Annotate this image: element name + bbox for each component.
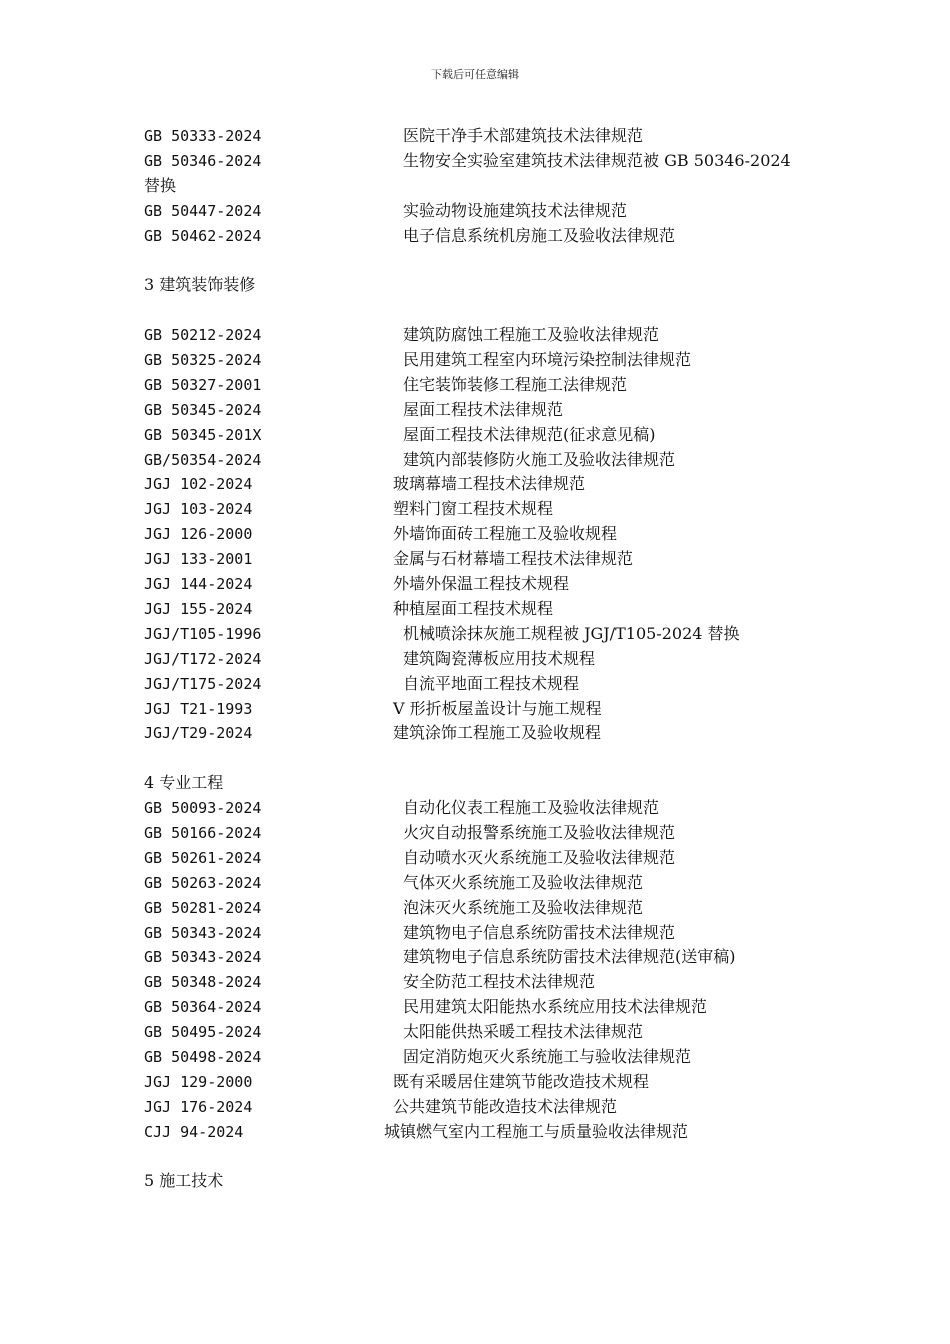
- standard-title: 种植屋面工程技术规程: [393, 598, 554, 618]
- standard-entry: [144, 423, 824, 448]
- standard-code: GB 50345-201X: [144, 425, 262, 444]
- section-heading: 5 施工技术: [144, 1171, 224, 1191]
- standard-code: JGJ/T105-1996: [144, 624, 262, 643]
- standard-code: JGJ 155-2024: [144, 599, 253, 618]
- standard-title: 医院干净手术部建筑技术法律规范: [403, 126, 644, 145]
- standard-entry: [144, 522, 824, 547]
- standard-code: GB 50346-2024: [144, 151, 262, 170]
- standard-entry: [144, 821, 824, 846]
- standard-code: GB 50263-2024: [144, 873, 262, 892]
- standard-code: GB/50354-2024: [144, 450, 262, 469]
- standard-title: 民用建筑工程室内环境污染控制法律规范: [403, 350, 692, 370]
- standard-entry: [144, 970, 824, 995]
- standard-entry: [144, 672, 824, 697]
- standard-entry: [144, 572, 824, 597]
- standard-code: GB 50462-2024: [144, 226, 262, 245]
- standard-code: GB 50343-2024: [144, 923, 262, 942]
- standard-title: 生物安全实验室建筑技术法律规范被 GB 50346-2024 替换: [144, 150, 791, 195]
- standard-entry: [144, 1020, 824, 1045]
- standard-entry: [144, 323, 824, 348]
- standard-title: 屋面工程技术法律规范(征求意见稿): [403, 424, 656, 444]
- standard-code: JGJ 126-2000: [144, 525, 253, 544]
- standard-entry: [144, 199, 824, 224]
- standard-entry: [144, 1095, 824, 1120]
- standard-title: 泡沫灭火系统施工及验收法律规范: [403, 897, 644, 917]
- standard-code: JGJ 133-2001: [144, 550, 253, 569]
- standard-entry: [144, 224, 824, 249]
- spacer: [144, 746, 824, 771]
- standard-entry: [144, 398, 824, 423]
- standard-entry: [144, 1045, 824, 1070]
- standard-title: 屋面工程技术法律规范: [403, 399, 564, 419]
- standard-title: 自动化仪表工程施工及验收法律规范: [403, 798, 660, 818]
- standard-title: 实验动物设施建筑技术法律规范: [403, 200, 628, 220]
- standard-code: CJJ 94-2024: [144, 1122, 244, 1141]
- standard-entry: [144, 945, 824, 970]
- standard-code: JGJ 144-2024: [144, 575, 253, 594]
- standard-entry: [144, 896, 824, 921]
- standard-entry: [144, 348, 824, 373]
- standard-code: JGJ 103-2024: [144, 500, 253, 519]
- standard-title: V 形折板屋盖设计与施工规程: [393, 698, 602, 718]
- standard-title: 电子信息系统机房施工及验收法律规范: [403, 225, 676, 245]
- standard-title: 自动喷水灭火系统施工及验收法律规范: [403, 847, 676, 867]
- standard-code: JGJ 102-2024: [144, 475, 253, 494]
- standard-entry: [144, 547, 824, 572]
- standard-title: 塑料门窗工程技术规程: [393, 499, 554, 519]
- standard-code: JGJ 129-2000: [144, 1072, 253, 1091]
- standard-title: 外墙外保温工程技术规程: [393, 574, 570, 594]
- standard-title: 自流平地面工程技术规程: [403, 673, 580, 693]
- standard-code: GB 50345-2024: [144, 400, 262, 419]
- standard-title: 既有采暖居住建筑节能改造技术规程: [393, 1071, 650, 1091]
- standard-entry: [144, 721, 824, 746]
- standard-code: JGJ 176-2024: [144, 1097, 253, 1116]
- standard-title: 玻璃幕墙工程技术法律规范: [393, 474, 586, 494]
- standard-entry: [144, 497, 824, 522]
- standard-code: GB 50166-2024: [144, 823, 262, 842]
- standard-code: GB 50281-2024: [144, 898, 262, 917]
- standard-title: 公共建筑节能改造技术法律规范: [393, 1096, 618, 1116]
- standard-code: GB 50364-2024: [144, 998, 262, 1017]
- standard-title: 固定消防炮灭火系统施工与验收法律规范: [403, 1046, 692, 1066]
- standard-entry: [144, 1070, 824, 1095]
- standard-title: 火灾自动报警系统施工及验收法律规范: [403, 822, 676, 842]
- spacer: [144, 1145, 824, 1170]
- standard-entry: [144, 995, 824, 1020]
- standard-entry: [144, 448, 824, 473]
- standard-title: 机械喷涂抹灰施工规程被 JGJ/T105-2024 替换: [403, 623, 740, 643]
- standards-list: [144, 124, 824, 1194]
- standard-entry: [144, 124, 824, 149]
- standard-entry: [144, 796, 824, 821]
- standard-title: 住宅装饰装修工程施工法律规范: [403, 374, 628, 394]
- standard-title: 建筑内部装修防火施工及验收法律规范: [403, 449, 676, 469]
- standard-title: 安全防范工程技术法律规范: [403, 972, 596, 992]
- standard-code: GB 50261-2024: [144, 848, 262, 867]
- standard-title: 建筑涂饰工程施工及验收规程: [393, 723, 602, 743]
- standard-code: GB 50498-2024: [144, 1047, 262, 1066]
- section-heading: 3 建筑装饰装修: [144, 275, 256, 295]
- standard-entry: [144, 597, 824, 622]
- spacer: [144, 248, 824, 273]
- standard-code: GB 50333-2024: [144, 127, 262, 145]
- standard-code: JGJ/T29-2024: [144, 724, 253, 743]
- standard-code: GB 50327-2001: [144, 375, 262, 394]
- standard-entry: [144, 149, 824, 199]
- standard-code: GB 50212-2024: [144, 326, 262, 345]
- standard-code: JGJ T21-1993: [144, 699, 253, 718]
- standard-title: 建筑陶瓷薄板应用技术规程: [403, 648, 596, 668]
- section-heading: 4 专业工程: [144, 773, 224, 793]
- standard-code: JGJ/T172-2024: [144, 649, 262, 668]
- standard-title: 太阳能供热采暖工程技术法律规范: [403, 1022, 644, 1042]
- standard-code: GB 50495-2024: [144, 1023, 262, 1042]
- standard-entry: [144, 697, 824, 722]
- standard-entry: [144, 647, 824, 672]
- standard-entry: [144, 373, 824, 398]
- standard-entry: [144, 472, 824, 497]
- standard-title: 气体灭火系统施工及验收法律规范: [403, 872, 644, 892]
- standard-title: 金属与石材幕墙工程技术法律规范: [393, 549, 634, 569]
- standard-code: GB 50343-2024: [144, 948, 262, 967]
- standard-code: GB 50325-2024: [144, 351, 262, 370]
- standard-code: GB 50093-2024: [144, 799, 262, 818]
- standard-entry: [144, 871, 824, 896]
- standard-entry: [144, 622, 824, 647]
- standard-entry: [144, 921, 824, 946]
- standard-title: 民用建筑太阳能热水系统应用技术法律规范: [403, 997, 708, 1017]
- standard-title: 城镇燃气室内工程施工与质量验收法律规范: [384, 1121, 689, 1141]
- page-header: 下载后可任意编辑: [431, 68, 519, 81]
- standard-title: 建筑防腐蚀工程施工及验收法律规范: [403, 325, 660, 345]
- standard-code: JGJ/T175-2024: [144, 674, 262, 693]
- standard-title: 建筑物电子信息系统防雷技术法律规范(送审稿): [403, 947, 736, 967]
- standard-entry: [144, 1120, 824, 1145]
- standard-title: 建筑物电子信息系统防雷技术法律规范: [403, 922, 676, 942]
- spacer: [144, 298, 824, 323]
- standard-entry: [144, 846, 824, 871]
- standard-title: 外墙饰面砖工程施工及验收规程: [393, 524, 618, 544]
- standard-code: GB 50447-2024: [144, 201, 262, 220]
- standard-code: GB 50348-2024: [144, 973, 262, 992]
